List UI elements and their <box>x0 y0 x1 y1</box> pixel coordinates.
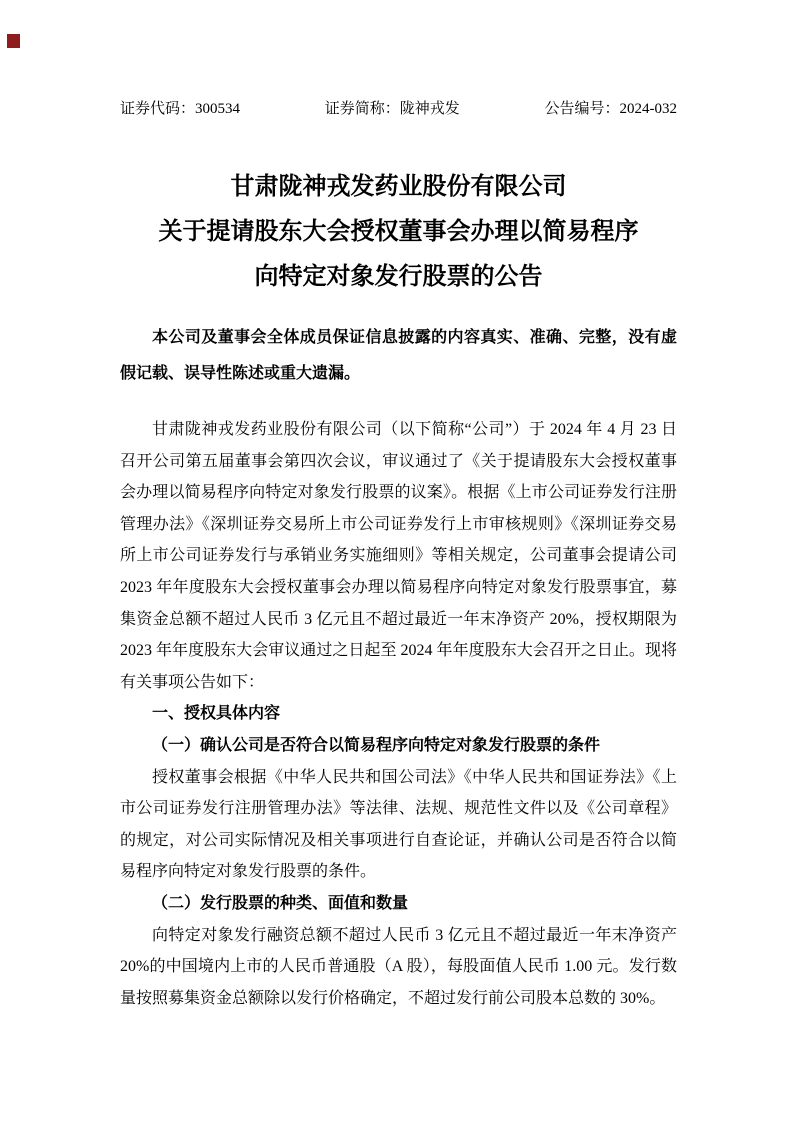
subsection-heading-eligibility-conditions: （一）确认公司是否符合以简易程序向特定对象发行股票的条件 <box>152 736 601 754</box>
title-line-company: 甘肃陇神戎发药业股份有限公司 <box>230 173 567 200</box>
disclaimer-statement: 本公司及董事会全体成员保证信息披露的内容真实、准确、完整，没有虚假记载、误导性陈述或重大遗漏。 <box>120 329 677 382</box>
page-corner-mark <box>7 34 20 48</box>
announcement-number-label: 公告编号：2024-032 <box>544 101 677 117</box>
title-line-subject: 关于提请股东大会授权董事会办理以简易程序 <box>158 218 639 245</box>
document-header <box>120 100 677 118</box>
title-line-announcement: 向特定对象发行股票的公告 <box>254 263 543 290</box>
stock-short-name-label: 证券简称：陇神戎发 <box>324 101 460 117</box>
document-body <box>120 414 677 1014</box>
stock-code-label: 证券代码：300534 <box>120 101 241 117</box>
subsection-heading-share-type-value-quantity: （二）发行股票的种类、面值和数量 <box>152 894 409 912</box>
paragraph-share-type-value-quantity: 向特定对象发行融资总额不超过人民币 3 亿元且不超过最近一年末净资产 20%的中国境内上市的人民币普通股（A 股），每股面值人民币 1.00 元。发行数量按照募集资金总额除以发行价格确定，不超过发行前公司股本总数的 30%。 <box>120 926 677 1007</box>
paragraph-intro: 甘肃陇神戎发药业股份有限公司（以下简称“公司”）于 2024 年 4 月 23 日召开公司第五届董事会第四次会议，审议通过了《关于提请股东大会授权董事会办理以简易程序向特定对象发行股票的议案》。根据《上市公司证券发行注册管理办法》《深圳证券交易所上市公司证券发行上市审核规则》《深圳证券交易所上市公司证券发行与承销业务实施细则》等相关规定，公司董事会提请公司 2023 年年度股东大会授权董事会办理以简易程序向特定对象发行股票事宜，募集资金总额不超过人民币 3 亿元且不超过最近一年末净资产 20%，授权期限为 2023 年年度股东大会审议通过之日起至 2024 年年度股东大会召开之日止。现将有关事项公告如下： <box>120 421 677 691</box>
paragraph-eligibility-conditions: 授权董事会根据《中华人民共和国公司法》《中华人民共和国证券法》《上市公司证券发行注册管理办法》等法律、法规、规范性文件以及《公司章程》的规定，对公司实际情况及相关事项进行自查论证，并确认公司是否符合以简易程序向特定对象发行股票的条件。 <box>120 768 677 881</box>
section-heading-authorization-content: 一、授权具体内容 <box>152 705 281 723</box>
page-title <box>120 164 677 299</box>
